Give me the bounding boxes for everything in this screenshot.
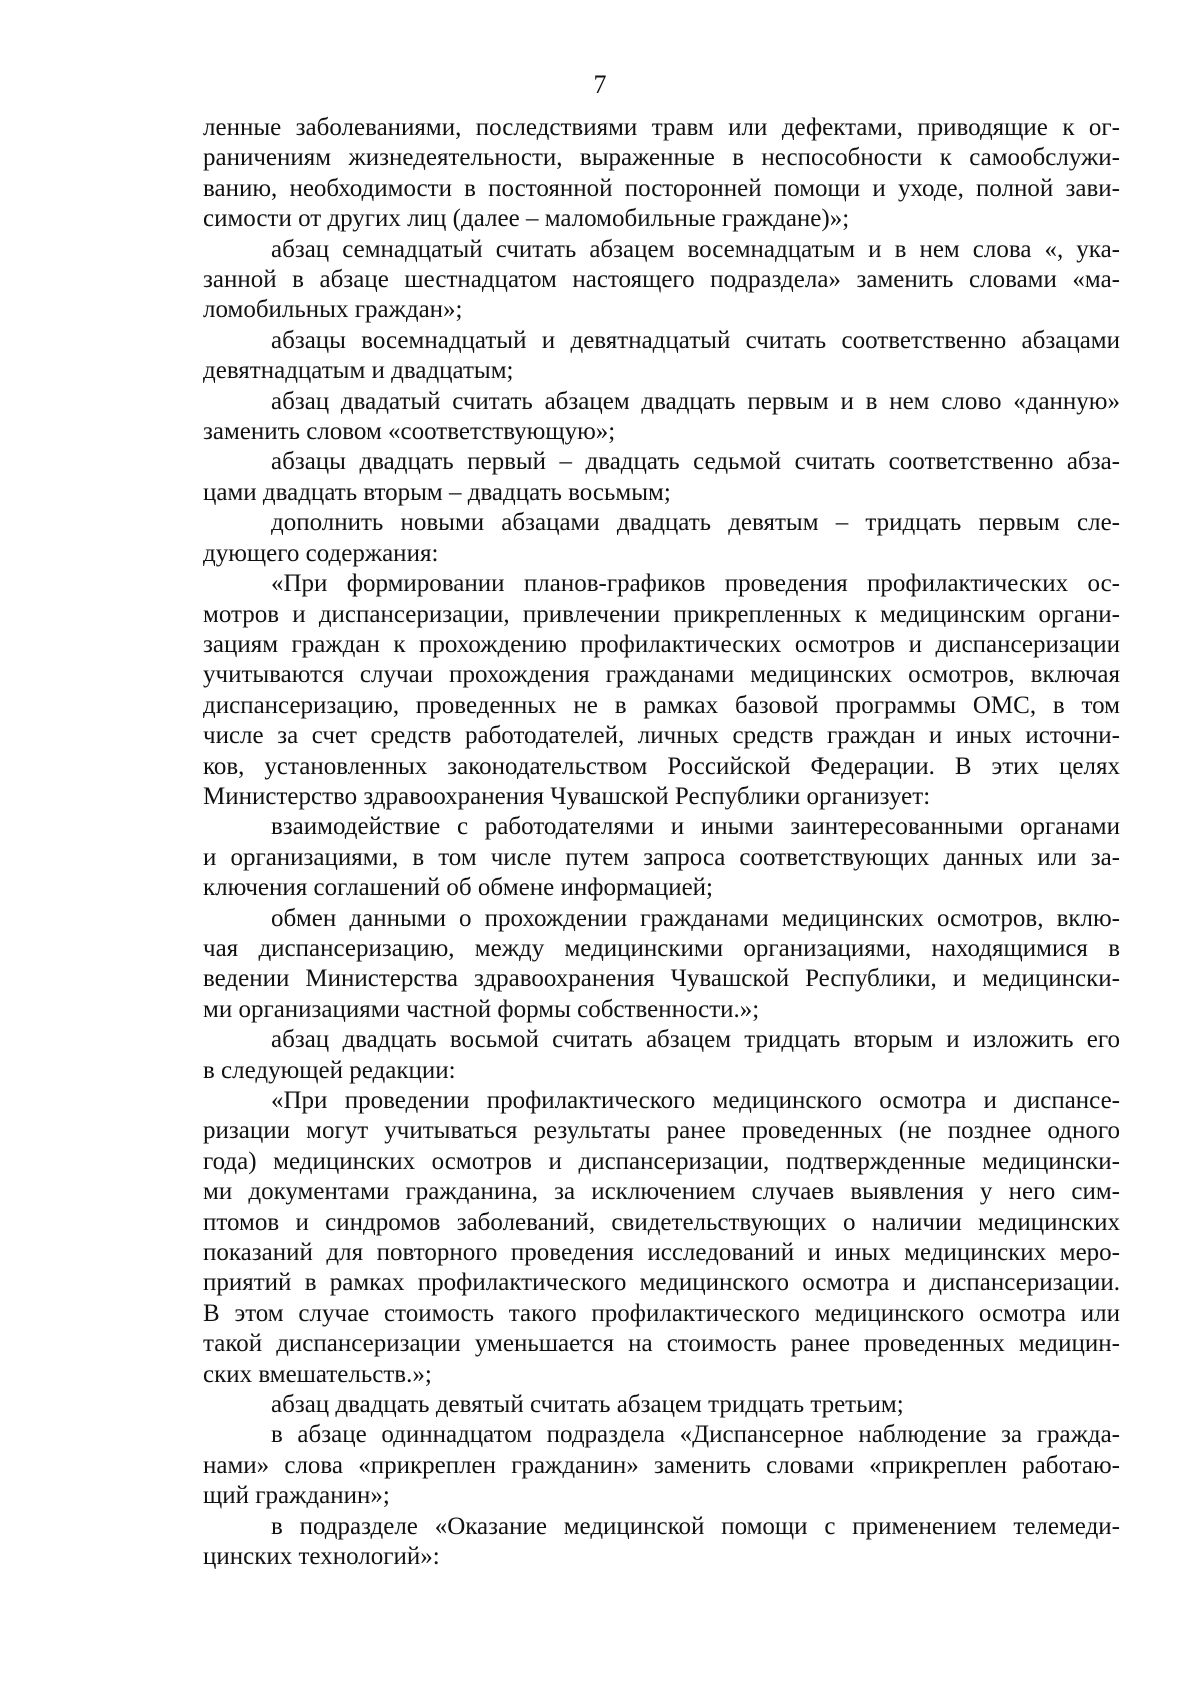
text-line: такой диспансеризации уменьшается на стоимость ранее проведенных медицин- bbox=[203, 1330, 1120, 1358]
text-line: «При формировании планов-графиков проведения профилактических ос- bbox=[271, 570, 1120, 598]
paragraph bbox=[203, 1025, 1120, 1086]
paragraph bbox=[203, 904, 1120, 1026]
text-line: диспансеризацию, проведенных не в рамках базовой программы ОМС, в том bbox=[203, 691, 1120, 719]
text-line: нами» слова «прикреплен гражданин» заменить словами «прикреплен работаю- bbox=[203, 1451, 1120, 1479]
document-body bbox=[203, 113, 1120, 1573]
text-line: ленные заболеваниями, последствиями травм или дефектами, приводящие к ог- bbox=[203, 114, 1120, 141]
text-line: чая диспансеризацию, между медицинскими организациями, находящимися в bbox=[203, 934, 1120, 962]
text-line: и организациями, в том числе путем запроса соответствующих данных или за- bbox=[203, 843, 1120, 871]
text-line: ков, установленных законодательством Российской Федерации. В этих целях bbox=[203, 752, 1120, 780]
text-line: ключения соглашений об обмене информацией; bbox=[203, 874, 713, 902]
paragraph bbox=[203, 113, 1120, 235]
text-line: числе за счет средств работодателей, личных средств граждан и иных источни- bbox=[203, 722, 1120, 750]
text-line: мотров и диспансеризации, привлечении прикрепленных к медицинским органи- bbox=[203, 600, 1120, 628]
text-line: ми документами гражданина, за исключением случаев выявления у него сим- bbox=[203, 1178, 1120, 1206]
text-line: в подразделе «Оказание медицинской помощи с применением телемеди- bbox=[271, 1512, 1120, 1540]
paragraph bbox=[203, 569, 1120, 812]
text-line: дополнить новыми абзацами двадцать девятым – тридцать первым сле- bbox=[271, 509, 1120, 537]
paragraph bbox=[203, 812, 1120, 903]
text-line: В этом случае стоимость такого профилактического медицинского осмотра или bbox=[203, 1299, 1120, 1327]
text-line: ризации могут учитываться результаты ранее проведенных (не позднее одного bbox=[203, 1117, 1120, 1145]
text-line: симости от других лиц (далее – маломобильные граждане)»; bbox=[203, 205, 850, 233]
text-line: Министерство здравоохранения Чувашской Республики организует: bbox=[203, 782, 931, 810]
text-line: цами двадцать вторым – двадцать восьмым; bbox=[203, 478, 671, 506]
text-line: абзац двадцать девятый считать абзацем тридцать третьим; bbox=[271, 1391, 904, 1419]
text-line: в абзаце одиннадцатом подраздела «Диспансерное наблюдение за гражда- bbox=[271, 1421, 1120, 1449]
text-line: «При проведении профилактического медицинского осмотра и диспансе- bbox=[271, 1087, 1120, 1114]
text-line: показаний для повторного проведения исследований и иных медицинских меро- bbox=[203, 1239, 1120, 1267]
page-number: 7 bbox=[593, 70, 607, 99]
paragraph bbox=[203, 1512, 1120, 1573]
paragraph bbox=[203, 1086, 1120, 1390]
text-line: ломобильных граждан»; bbox=[203, 296, 463, 324]
text-line: ванию, необходимости в постоянной посторонней помощи и уходе, полной зави- bbox=[203, 174, 1120, 202]
text-line: приятий в рамках профилактического медицинского осмотра и диспансеризации. bbox=[203, 1269, 1120, 1297]
paragraph bbox=[203, 235, 1120, 326]
text-line: заменить словом «соответствующую»; bbox=[203, 418, 616, 446]
text-line: абзац семнадцатый считать абзацем восемнадцатым и в нем слова «, ука- bbox=[271, 235, 1120, 263]
text-line: абзац двадцать восьмой считать абзацем тридцать вторым и изложить его bbox=[271, 1026, 1120, 1054]
text-line: цинских технологий»: bbox=[203, 1543, 440, 1571]
text-line: ведении Министерства здравоохранения Чувашской Республики, и медицински- bbox=[203, 965, 1120, 993]
text-line: зациям граждан к прохождению профилактических осмотров и диспансеризации bbox=[203, 630, 1120, 658]
text-line: щий гражданин»; bbox=[203, 1482, 390, 1510]
text-line: обмен данными о прохождении гражданами медицинских осмотров, вклю- bbox=[271, 904, 1120, 932]
paragraph bbox=[203, 1390, 1120, 1420]
paragraph bbox=[203, 447, 1120, 508]
text-line: дующего содержания: bbox=[203, 539, 439, 567]
text-line: года) медицинских осмотров и диспансеризации, подтвержденные медицински- bbox=[203, 1147, 1120, 1175]
text-line: раничениям жизнедеятельности, выраженные в неспособности к самообслужи- bbox=[203, 144, 1120, 172]
text-line: взаимодействие с работодателями и иными заинтересованными органами bbox=[271, 813, 1120, 841]
text-line: занной в абзаце шестнадцатом настоящего подраздела» заменить словами «ма- bbox=[203, 266, 1120, 294]
paragraph bbox=[203, 508, 1120, 569]
text-line: абзацы восемнадцатый и девятнадцатый считать соответственно абзацами bbox=[271, 326, 1120, 354]
text-line: абзацы двадцать первый – двадцать седьмой считать соответственно абза- bbox=[271, 448, 1120, 476]
paragraph bbox=[203, 1420, 1120, 1511]
text-line: в следующей редакции: bbox=[203, 1056, 456, 1084]
text-line: ских вмешательств.»; bbox=[203, 1360, 432, 1388]
paragraph bbox=[203, 387, 1120, 448]
text-line: девятнадцатым и двадцатым; bbox=[203, 357, 514, 385]
paragraph bbox=[203, 326, 1120, 387]
text-line: птомов и синдромов заболеваний, свидетельствующих о наличии медицинских bbox=[203, 1208, 1120, 1236]
text-line: учитываются случаи прохождения гражданами медицинских осмотров, включая bbox=[203, 661, 1120, 689]
text-line: ми организациями частной формы собственности.»; bbox=[203, 995, 760, 1023]
text-line: абзац двадатый считать абзацем двадцать первым и в нем слово «данную» bbox=[271, 387, 1120, 415]
